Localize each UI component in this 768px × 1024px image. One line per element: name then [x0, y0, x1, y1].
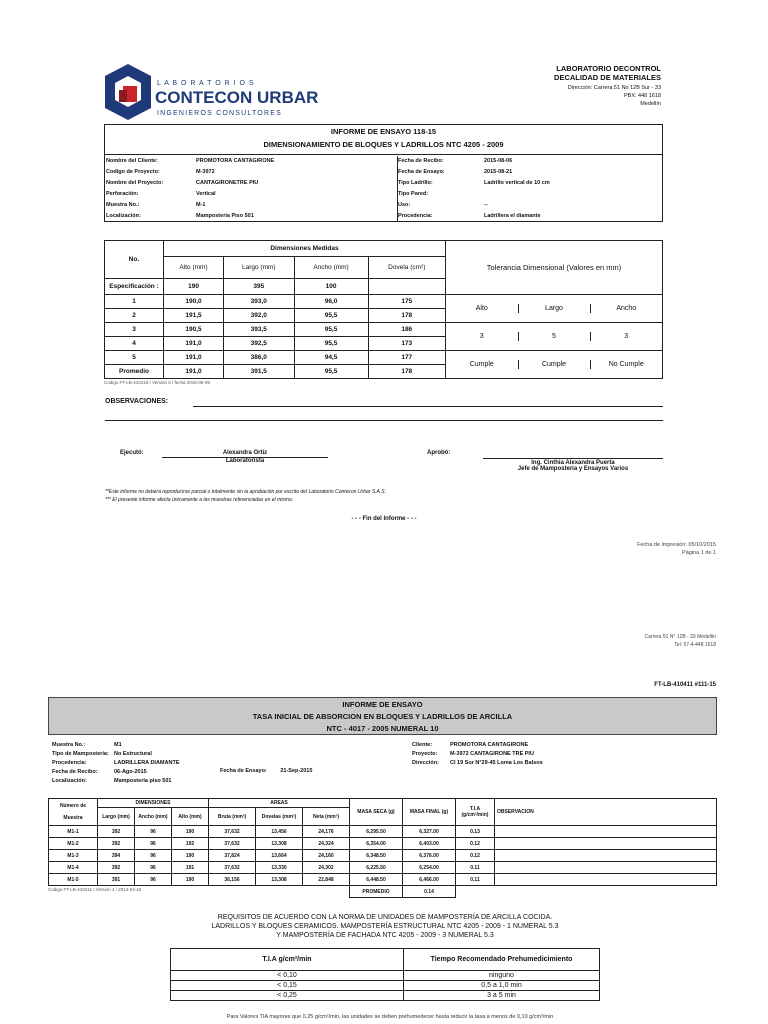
average-value: 191,0 [164, 365, 224, 379]
dry-mass-header: MASA SECA (g) [350, 799, 403, 826]
row-value: 190,0 [164, 295, 224, 309]
info-value: Ladrillo vertical de 10 cm [484, 180, 550, 186]
row-value: 173 [368, 337, 445, 351]
row-value: 0.12 [456, 850, 495, 862]
average-label: Promedio [105, 365, 164, 379]
info-row [52, 741, 312, 750]
info-value: M-1 [196, 202, 206, 208]
executed-role: Laboratorista [225, 458, 265, 464]
row-value: 391 [98, 874, 135, 886]
report2-code: Codigo FT-LB-410411 / Versión 4 / 2014-04-15 [48, 887, 142, 892]
info-value: CANTAGIRONETRE PIU [196, 180, 259, 186]
info-value: Ladrillera el diamante [484, 213, 541, 219]
info-label: Localización: [106, 213, 141, 219]
table-row [49, 874, 717, 886]
row-value: 392,0 [224, 309, 295, 323]
print-date: Fecha de impresión: 05/10/2015 [637, 542, 716, 548]
requirements-text [160, 913, 610, 940]
info-row [106, 189, 396, 200]
row-value: 95,5 [294, 323, 368, 337]
row-value: 6,403.00 [403, 838, 456, 850]
info-label: Muestra No.: [106, 202, 140, 208]
info-value: No Estructural [114, 751, 152, 757]
info-row [106, 211, 396, 222]
row-value: 6,376.00 [403, 850, 456, 862]
report1-box [104, 124, 663, 222]
info-row [412, 750, 712, 759]
table-row [105, 351, 663, 365]
dim-col-header: Alto (mm) [164, 257, 224, 279]
row-value: 96 [135, 838, 172, 850]
abs-col-header: Dovelas (mm²) [256, 808, 303, 826]
info-row [398, 211, 664, 222]
table-row [49, 826, 717, 838]
test-date-label: Fecha de Ensayo: [220, 768, 267, 774]
info-row [412, 759, 712, 768]
observations-line-2 [105, 420, 663, 421]
info-row [398, 167, 664, 178]
sample-id: M1-4 [49, 862, 98, 874]
info-value: M1 [114, 742, 122, 748]
info-label: Fecha de Ensayo: [398, 169, 445, 175]
info-value: Mamposteria piso 501 [114, 778, 172, 784]
bottom-note: Para Valores TIA mayores que 0,25 g/cm²/min, las unidades se deben prehumedecer hasta reducir la tasa a menos de 0,10 g/cm²/min [226, 1014, 554, 1020]
row-value: 96 [135, 826, 172, 838]
tolerance-value: Largo [518, 304, 590, 313]
row-value: 6,225.50 [350, 862, 403, 874]
tolerance-cell [446, 351, 663, 379]
row-value: 191,0 [164, 337, 224, 351]
info-label: Perforación: [106, 191, 139, 197]
average-row [49, 886, 717, 898]
sample-id: M1-2 [49, 838, 98, 850]
row-value: 392 [98, 862, 135, 874]
info-label: Nombre del Cliente: [106, 158, 158, 164]
report2-test-date [220, 768, 312, 774]
row-value: 191,0 [164, 351, 224, 365]
sample-id: M1-5 [49, 874, 98, 886]
dim-col-header: Largo (mm) [224, 257, 295, 279]
report1-title-1: INFORME DE ENSAYO 118-15 [330, 127, 437, 136]
info-label: Procedencia: [398, 213, 433, 219]
logo-contecon: CONTECON [155, 88, 253, 107]
row-value: 0.11 [456, 862, 495, 874]
sample-id: M1-3 [49, 850, 98, 862]
info-label: Proyecto: [412, 751, 438, 757]
row-value: 386,0 [224, 351, 295, 365]
info-value: LADRILLERA DIAMANTE [114, 760, 180, 766]
row-observation [495, 862, 717, 874]
areas-group-header: AREAS [209, 799, 350, 808]
approved-name: Ing. Cinthia Alexandra Puerta [531, 460, 615, 466]
row-value: 6,354.00 [350, 838, 403, 850]
row-value: 392 [98, 826, 135, 838]
req-tia: < 0,25 [171, 991, 404, 1001]
req-tia: < 0,10 [171, 971, 404, 981]
row-value: 392,5 [224, 337, 295, 351]
req-time: ninguno [404, 971, 600, 981]
observations-label: OBSERVACIONES: [105, 398, 169, 405]
report1-title-2: DIMENSIONAMIENTO DE BLOQUES Y LADRILLOS NTC 4205 - 2009 [263, 140, 504, 149]
info-label: Localización: [52, 778, 87, 784]
req-line-1: REQUISITOS DE ACUERDO CON LA NORMA DE UNIDADES DE MAMPOSTERÍA DE ARCILLA COCIDA. [217, 914, 553, 921]
final-mass-header: MASA FINAL (g) [403, 799, 456, 826]
row-value: 393,5 [224, 323, 295, 337]
row-value: 95,5 [294, 309, 368, 323]
tolerance-value: Cumple [446, 360, 518, 369]
row-value: 0.12 [456, 838, 495, 850]
row-no: 3 [105, 323, 164, 337]
row-value: 22,848 [303, 874, 350, 886]
info-row [412, 741, 712, 750]
row-value: 37,632 [209, 838, 256, 850]
executed-label: Ejecutó: [120, 450, 144, 456]
test-date-value: 21-Sep-2015 [280, 768, 313, 774]
observations-line-1 [193, 406, 663, 407]
row-value: 190 [172, 826, 209, 838]
row-value: 0.11 [456, 874, 495, 886]
info-row [106, 200, 396, 211]
approved-role: Jefe de Mamposteria y Ensayos Varios [517, 466, 629, 472]
row-value: 190 [172, 850, 209, 862]
row-value: 191 [172, 862, 209, 874]
row-value: 96 [135, 874, 172, 886]
note-1: **Este informe no deberá reproducirse parcial o totalmente sin la aprobación por escrito del Laboratorio Contecon Urbar S.A.S. [105, 489, 386, 495]
report2-info-right [412, 741, 712, 768]
info-value: 06-Ago-2015 [114, 769, 147, 775]
lab-name-1: LABORATORIO DECONTROL [556, 64, 661, 73]
row-value: 190,5 [164, 323, 224, 337]
row-value: 393,0 [224, 295, 295, 309]
req-time: 3 a 5 min [404, 991, 600, 1001]
average-value: 178 [368, 365, 445, 379]
row-value: 24,302 [303, 862, 350, 874]
req-tia: < 0,15 [171, 981, 404, 991]
dimension-table [104, 240, 663, 379]
table-row [49, 850, 717, 862]
tolerance-value: Ancho [616, 305, 637, 312]
info-value: Mamposteria Piso 501 [196, 213, 254, 219]
spec-label: Especificación : [105, 279, 164, 295]
sample-header: Número de Muestra [49, 799, 98, 826]
row-value: 36,156 [209, 874, 256, 886]
row-value: 96 [135, 862, 172, 874]
req-row [171, 971, 600, 981]
abs-col-header: Alto (mm) [172, 808, 209, 826]
info-value: 2015-08-21 [484, 169, 513, 175]
req-line-3: Y MAMPOSTERÍA DE FACHADA NTC 4205 - 2009 - 3 NUMERAL 5.3 [276, 932, 494, 939]
info-row [52, 750, 312, 759]
abs-col-header: Largo (mm) [98, 808, 135, 826]
spec-value: 395 [224, 279, 295, 295]
info-row [106, 167, 396, 178]
row-no: 4 [105, 337, 164, 351]
report1-code: Codigo FT-LB-410419 / Versión 0 / fecha 2015-06-09 [104, 380, 210, 385]
info-row [52, 759, 312, 768]
info-value: Cl 19 Sur N°29-45 Loma Los Balsos [450, 760, 543, 766]
table-row [105, 323, 663, 337]
row-value: 392 [98, 838, 135, 850]
row-observation [495, 850, 717, 862]
tolerance-cell [446, 295, 663, 323]
report1-info-left [106, 156, 396, 222]
row-value: 175 [368, 295, 445, 309]
row-observation [495, 826, 717, 838]
col-no-header: No. [105, 241, 164, 279]
row-value: 13,330 [256, 862, 303, 874]
report2-title-box [48, 697, 717, 735]
average-value: 391,5 [224, 365, 295, 379]
row-value: 95,5 [294, 337, 368, 351]
info-value: M-3972 CANTAGIRONE TRE PIU [450, 751, 534, 757]
row-value: 177 [368, 351, 445, 365]
footer-address: Carrera 51 N° 12B - 33 Medellín [644, 634, 716, 640]
note-2: *** El presente informe afecta únicamente a las muestras referenciadas en el mismo. [105, 497, 294, 503]
row-value: 6,254.00 [403, 862, 456, 874]
row-value: 37,824 [209, 850, 256, 862]
report2-doc-code: FT-LB-410411 #111-15 [654, 682, 716, 688]
info-row [398, 200, 664, 211]
info-label: Tipo Pared: [398, 191, 429, 197]
row-value: 37,632 [209, 826, 256, 838]
row-value: 24,176 [303, 826, 350, 838]
spec-value: 190 [164, 279, 224, 295]
row-value: 24,324 [303, 838, 350, 850]
row-value: 37,632 [209, 862, 256, 874]
report2-title-2: TASA INICIAL DE ABSORCION EN BLOQUES Y LADRILLOS DE ARCILLA [252, 712, 513, 721]
row-value: 24,160 [303, 850, 350, 862]
info-label: Dirección: [412, 760, 439, 766]
row-value: 96,0 [294, 295, 368, 309]
info-label: Uso: [398, 202, 411, 208]
info-value: Vertical [196, 191, 216, 197]
logo-cube-icon [103, 62, 153, 122]
spec-value [368, 279, 445, 295]
logo-urbar: URBAR [257, 88, 319, 107]
observation-header: OBSERVACION [495, 799, 717, 826]
dims-header: Dimensiones Medidas [164, 241, 446, 257]
approved-signature [483, 458, 663, 472]
row-value: 6,448.50 [350, 874, 403, 886]
row-no: 5 [105, 351, 164, 365]
row-no: 1 [105, 295, 164, 309]
end-of-report: - - - Fin del Informe - - - [351, 516, 417, 522]
req-row [171, 981, 600, 991]
info-label: Fecha de Recibo: [52, 769, 98, 775]
row-no: 2 [105, 309, 164, 323]
row-value: 0.13 [456, 826, 495, 838]
tolerance-value: No Cumple [608, 361, 644, 368]
executed-signature [162, 450, 328, 464]
row-value: 13,308 [256, 838, 303, 850]
row-value: 186 [368, 323, 445, 337]
info-label: Cliente: [412, 742, 433, 748]
abs-col-header: Neta (mm²) [303, 808, 350, 826]
row-value: 13,664 [256, 850, 303, 862]
approved-label: Aprobó: [427, 450, 451, 456]
report1-info-right [397, 156, 664, 222]
row-observation [495, 874, 717, 886]
row-value: 94,5 [294, 351, 368, 365]
req-line-2: LADRILLOS Y BLOQUES CERAMICOS. MAMPOSTERÍA ESTRUCTURAL NTC 4205 - 2009 - 1 NUMERAL 5.3 [211, 923, 559, 930]
report2-title-3: NTC - 4017 - 2005 NUMERAL 10 [326, 724, 439, 733]
info-label: Nombre del Proyecto: [106, 180, 164, 186]
lab-name-2: DECALIDAD DE MATERIALES [554, 73, 661, 82]
average-value: 0.14 [403, 886, 456, 898]
info-row [398, 189, 664, 200]
tia-header: T.I.A (g/cm²/min) [456, 799, 495, 826]
table-row [49, 838, 717, 850]
dim-col-header: Dovela (cm²) [368, 257, 445, 279]
lab-city: Medellín [640, 101, 661, 107]
average-value: 95,5 [294, 365, 368, 379]
req-col-time: Tiempo Recomendado Prehumedicimiento [404, 949, 600, 971]
table-row [49, 862, 717, 874]
average-label: PROMEDIO [350, 886, 403, 898]
info-value: -- [484, 202, 488, 208]
row-value: 96 [135, 850, 172, 862]
info-row [398, 178, 664, 189]
row-value: 191,5 [164, 309, 224, 323]
abs-col-header: Bruta (mm²) [209, 808, 256, 826]
dim-col-header: Ancho (mm) [294, 257, 368, 279]
info-value: PROMOTORA CANTAGIRONE [450, 742, 529, 748]
info-value: M-3972 [196, 169, 215, 175]
info-label: Codigo de Proyecto: [106, 169, 160, 175]
tolerance-value: Alto [446, 304, 518, 313]
row-value: 6,466.00 [403, 874, 456, 886]
info-row [106, 156, 396, 167]
tolerance-cell [446, 323, 663, 351]
dims-group-header: DIMENSIONES [98, 799, 209, 808]
table-row [105, 295, 663, 309]
executed-name: Alexandra Ortiz [222, 450, 268, 456]
row-value: 190 [172, 874, 209, 886]
requirements-table [170, 948, 600, 1001]
company-logo [103, 62, 319, 122]
logo-bottom-text: INGENIEROS CONSULTORES [157, 110, 282, 117]
lab-pbx: PBX: 448 1618 [623, 93, 661, 99]
row-value: 13,308 [256, 874, 303, 886]
info-row [106, 178, 396, 189]
abs-col-header: Ancho (mm) [135, 808, 172, 826]
tolerance-value: 5 [518, 332, 590, 341]
row-value: 192 [172, 838, 209, 850]
row-observation [495, 838, 717, 850]
tolerance-subtable [446, 332, 662, 341]
req-row [171, 991, 600, 1001]
lab-info [461, 64, 661, 107]
info-label: Tipo Ladrillo: [398, 180, 433, 186]
tolerance-subtable [446, 304, 662, 313]
page-number: Página 1 de 1 [682, 550, 716, 556]
req-time: 0,5 a 1,0 min [404, 981, 600, 991]
sample-id: M1-1 [49, 826, 98, 838]
info-value: 2015-08-06 [484, 158, 513, 164]
row-value: 6,348.50 [350, 850, 403, 862]
info-label: Procedencia: [52, 760, 87, 766]
tolerance-value: 3 [624, 333, 629, 340]
lab-address: Dirección: Carrera 51 No 12B Sur - 33 [567, 85, 661, 91]
tolerance-title: Tolerancia Dimensional (Valores en mm) [446, 241, 663, 295]
row-value: 6,327.00 [403, 826, 456, 838]
info-label: Muestra No.: [52, 742, 86, 748]
footer-tel: Tel: 57-4-448 1618 [674, 642, 716, 648]
info-label: Tipo de Mampostería: [52, 751, 109, 757]
info-value: PROMOTORA CANTAGIRONE [196, 158, 275, 164]
info-label: Fecha de Recibo: [398, 158, 444, 164]
info-row [52, 777, 312, 786]
absorption-table [48, 798, 717, 898]
req-col-tia: T.I.A g/cm²/min [171, 949, 404, 971]
tolerance-subtable [446, 360, 662, 369]
row-value: 13,456 [256, 826, 303, 838]
row-value: 394 [98, 850, 135, 862]
row-value: 6,295.50 [350, 826, 403, 838]
report2-info-left [52, 741, 312, 786]
row-value: 178 [368, 309, 445, 323]
tolerance-value: 3 [446, 332, 518, 341]
tolerance-value: Cumple [518, 360, 590, 369]
logo-top-text: L A B O R A T O R I O S [157, 80, 255, 87]
spec-value: 100 [294, 279, 368, 295]
report2-title-1: INFORME DE ENSAYO [342, 700, 423, 709]
info-row [398, 156, 664, 167]
